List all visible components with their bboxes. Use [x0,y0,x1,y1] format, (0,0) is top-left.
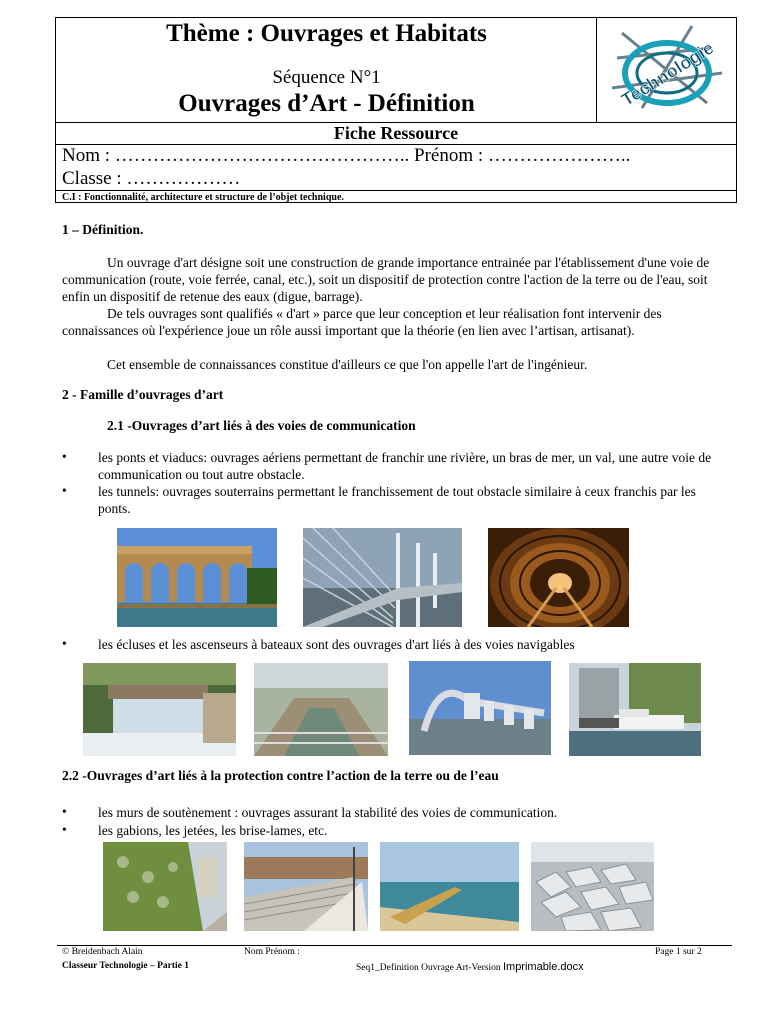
footer-filename [356,961,584,973]
sequence-label: Séquence N°1 [272,67,381,88]
footer-page-number: Page 1 sur 2 [655,947,702,957]
ecluse-photo-1 [83,663,236,756]
ascenseur-peniches-photo [569,663,701,756]
mur-vegetal-photo [103,842,227,931]
ci-label: C.I : Fonctionnalité, architecture et structure de l’objet technique. [62,192,344,203]
pont-du-gard-photo [117,528,277,627]
technologie-logo [597,18,736,122]
page-title: Ouvrages d’Art - Définition [178,90,475,117]
ascenseur-bateaux-photo [409,661,551,755]
name-field-line: Nom : ……………………………………….. Prénom : ………………….. [62,145,631,166]
class-field-line: Classe : ……………… [62,168,241,189]
tunnel-photo [488,528,629,627]
bullet: • [62,449,67,464]
footer-filename-part-a: Seq1_Definition Ouvrage Art-Version [356,963,501,973]
viaduc-millau-photo [303,528,462,627]
section2-heading: 2 - Famille d’ouvrages d’art [62,387,224,402]
brise-lames-photo [531,842,654,931]
footer-classeur: Classeur Technologie – Partie 1 [62,961,190,971]
logo-text: Technologie [617,37,718,111]
bullet-ponts: les ponts et viaducs: ouvrages aériens permettant de franchir une rivière, un bras de mer, un val, une autre voie de communication ou tout autre obstacle. [98,450,712,482]
footer-filename-part-b: Imprimable.docx [502,961,584,973]
bullet: • [62,636,67,651]
header-box [55,17,737,203]
definition-paragraph-1: Un ouvrage d'art désigne soit une construction de grande importance entrainée par l'établissement d'une voie de communication (route, voie ferrée, canal, etc.), soit un dispositif de protection contre l'action de la terre ou de l'eau, soit enfin un dispositif de retenue des eaux (digue, barrage). [62,255,710,304]
footer-divider [57,945,732,946]
theme-title: Thème : Ouvrages et Habitats [166,20,487,47]
jetee-photo [380,842,519,931]
definition-paragraph-2: De tels ouvrages sont qualifiés « d'art » parce que leur conception et leur réalisation font intervenir des connaissances où l'expérience joue un rôle aussi important que la théorie (en lien avec l’artisan, artisanat). [62,306,662,338]
bullet-tunnels: les tunnels: ouvrages souterrains permettant le franchissement de tout obstacle similaire à ceux franchis par les ponts. [98,484,696,516]
bullet: • [62,804,67,819]
bullet-gabions: les gabions, les jetées, les brise-lames, etc. [98,823,328,838]
fiche-label: Fiche Ressource [333,123,459,143]
header-title-cell [56,18,597,122]
divider [56,190,736,191]
bullet: • [62,483,67,498]
footer-author: © Breidenbach Alain [62,947,143,957]
subsection-2-1-heading: 2.1 -Ouvrages d’art liés à des voies de communication [107,418,416,433]
mur-soutenement-photo [244,842,368,931]
footer-nom-prenom: Nom Prénom : [244,947,300,957]
bullet: • [62,822,67,837]
subsection-2-2-heading: 2.2 -Ouvrages d’art liés à la protection contre l’action de la terre ou de l’eau [62,768,499,783]
ecluse-photo-2 [254,663,388,756]
bullet-ecluses: les écluses et les ascenseurs à bateaux sont des ouvrages d'art liés à des voies navigables [98,637,575,652]
bullet-murs: les murs de soutènement : ouvrages assurant la stabilité des voies de communication. [98,805,558,820]
section1-heading: 1 – Définition. [62,222,144,237]
definition-paragraph-3: Cet ensemble de connaissances constitue d'ailleurs ce que l'on appelle l'art de l'ingénieur. [107,357,588,372]
